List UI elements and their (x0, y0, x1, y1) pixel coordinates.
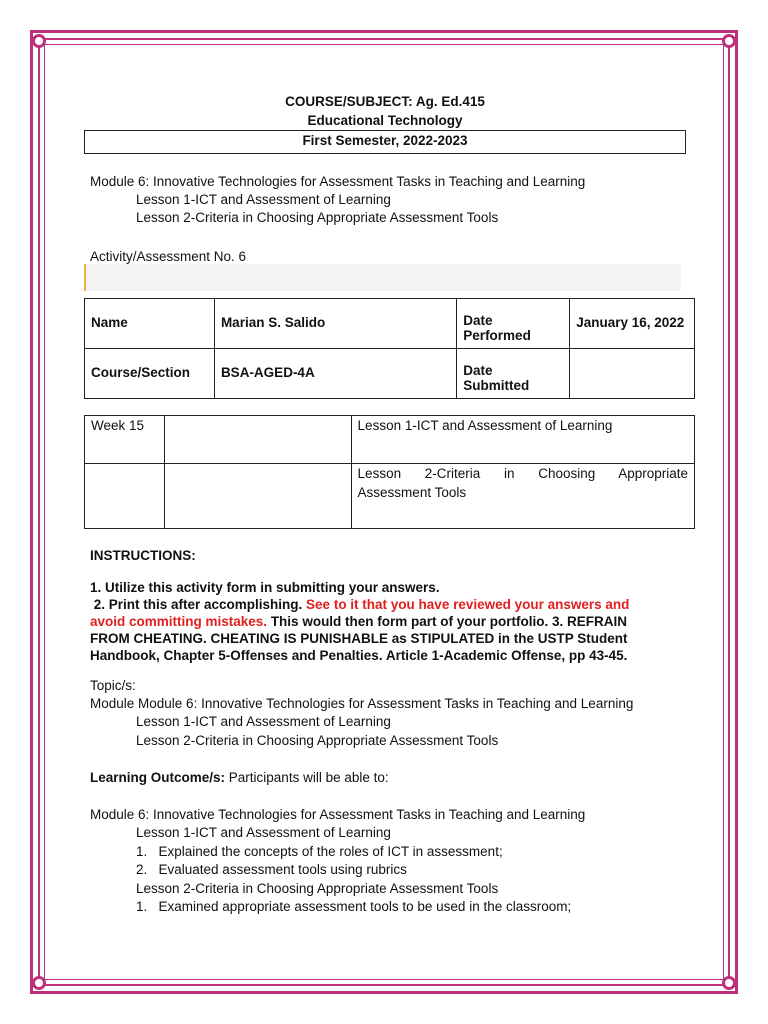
instruction-item-2-line-4: Handbook, Chapter 5-Offenses and Penalties. Article 1-Academic Offense, pp 43-45. (90, 648, 628, 663)
date-performed-label-line2: Performed (463, 328, 531, 343)
table-row (85, 299, 695, 349)
outcomes-lesson-2: Lesson 2-Criteria in Choosing Appropriate Assessment Tools (136, 881, 499, 896)
topics-label: Topic/s: (90, 678, 136, 693)
instruction-item-1: 1. Utilize this activity form in submitting your answers. (90, 580, 440, 595)
module-title: Module 6: Innovative Technologies for Assessment Tasks in Teaching and Learning (90, 174, 586, 189)
lesson-2-line-2: Assessment Tools (357, 485, 467, 500)
outcome-item: 1. Examined appropriate assessment tools to be used in the classroom; (136, 899, 572, 914)
topics-module: Module Module 6: Innovative Technologies for Assessment Tasks in Teaching and Learning (90, 696, 634, 711)
instruction-item-2-line-3: FROM CHEATING. CHEATING IS PUNISHABLE as STIPULATED in the USTP Student (90, 631, 628, 646)
instructions-heading: INSTRUCTIONS: (90, 548, 196, 563)
lesson-2-line-1: Lesson 2-Criteria in Choosing Appropriate (357, 466, 688, 481)
table-row (85, 464, 695, 529)
empty-cell (164, 416, 351, 464)
activity-answer-field[interactable] (84, 264, 681, 291)
week-cell: Week 15 (85, 416, 165, 464)
module-lesson-2: Lesson 2-Criteria in Choosing Appropriate Assessment Tools (136, 210, 499, 225)
topics-lesson-2: Lesson 2-Criteria in Choosing Appropriate Assessment Tools (136, 733, 499, 748)
instruction-warning: See to it that you have reviewed your answers and (306, 597, 630, 612)
course-section-value: BSA-AGED-4A (214, 349, 456, 399)
name-label: Name (85, 299, 215, 349)
instruction-item-2-rest: This would then form part of your portfolio. 3. REFRAIN (267, 614, 628, 629)
week-lesson-table (84, 415, 695, 529)
corner-ornament-icon (32, 976, 46, 990)
corner-ornament-icon (32, 34, 46, 48)
lesson-2-cell (351, 464, 694, 529)
student-info-table (84, 298, 695, 399)
outcomes-module: Module 6: Innovative Technologies for Assessment Tasks in Teaching and Learning (90, 807, 586, 822)
lesson-1-cell: Lesson 1-ICT and Assessment of Learning (351, 416, 694, 464)
activity-label: Activity/Assessment No. 6 (90, 249, 247, 264)
date-submitted-label (457, 349, 570, 399)
corner-ornament-icon (722, 34, 736, 48)
learning-outcomes-text: Participants will be able to: (225, 770, 389, 785)
course-header (84, 92, 686, 130)
learning-outcomes-label: Learning Outcome/s: (90, 770, 226, 785)
semester-box: First Semester, 2022-2023 (84, 130, 686, 154)
instruction-item-2-line-2 (90, 613, 629, 630)
instruction-warning-end: avoid committing mistakes. (90, 614, 268, 629)
date-submitted-label-line2: Submitted (463, 378, 530, 393)
instructions-body (90, 579, 629, 664)
learning-outcomes-heading (90, 768, 389, 787)
date-performed-label (457, 299, 570, 349)
course-title: COURSE/SUBJECT: Ag. Ed.415 (285, 94, 485, 109)
outcome-item: 1. Explained the concepts of the roles of ICT in assessment; (136, 844, 503, 859)
date-performed-label-line1: Date (463, 313, 493, 328)
date-submitted-value[interactable] (570, 349, 695, 399)
date-performed-value: January 16, 2022 (570, 299, 695, 349)
subject-title: Educational Technology (307, 113, 463, 128)
outcomes-lesson-1: Lesson 1-ICT and Assessment of Learning (136, 825, 391, 840)
course-section-label: Course/Section (85, 349, 215, 399)
name-value: Marian S. Salido (214, 299, 456, 349)
module-lesson-1: Lesson 1-ICT and Assessment of Learning (136, 192, 391, 207)
instruction-item-2-line-1 (90, 596, 629, 613)
instruction-item-2-start: 2. Print this after accomplishing. (90, 597, 307, 612)
empty-cell (164, 464, 351, 529)
topics-lesson-1: Lesson 1-ICT and Assessment of Learning (136, 714, 391, 729)
outcome-item: 2. Evaluated assessment tools using rubrics (136, 862, 407, 877)
table-row (85, 349, 695, 399)
empty-cell (85, 464, 165, 529)
date-submitted-label-line1: Date (463, 363, 493, 378)
table-row (85, 416, 695, 464)
corner-ornament-icon (722, 976, 736, 990)
